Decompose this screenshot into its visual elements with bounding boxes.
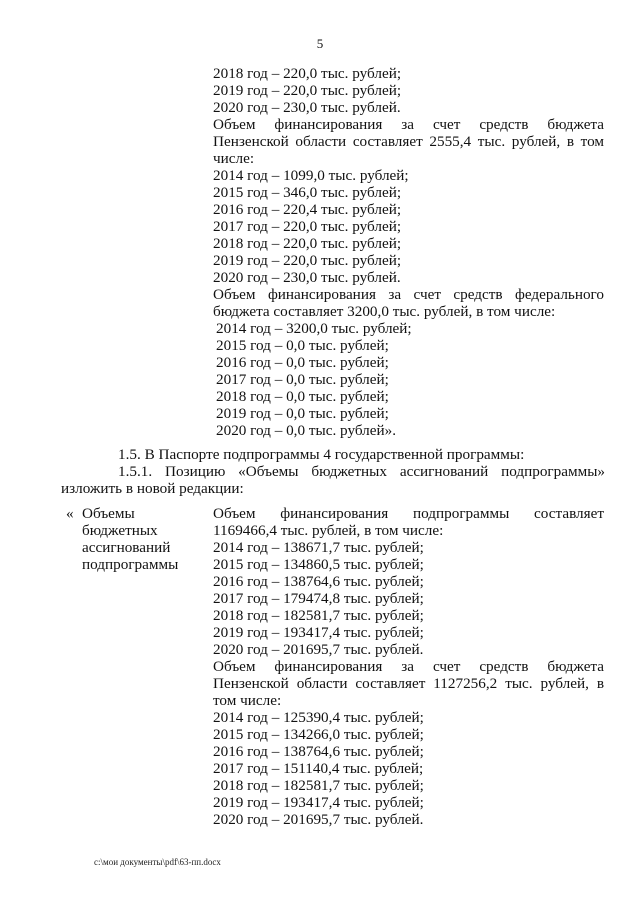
- label-line: бюджетных: [82, 522, 158, 539]
- budget-line: 2019 год – 193417,4 тыс. рублей;: [213, 794, 424, 811]
- page-number: 5: [316, 36, 324, 51]
- budget-line: 2019 год – 0,0 тыс. рублей;: [216, 405, 389, 422]
- label-line: подпрограммы: [82, 556, 179, 573]
- section-1-5: 1.5. В Паспорте подпрограммы 4 государственной программы:: [118, 446, 525, 463]
- budget-line: 2016 год – 138764,6 тыс. рублей;: [213, 743, 424, 760]
- budget-line: 2017 год – 0,0 тыс. рублей;: [216, 371, 389, 388]
- budget-line: 2019 год – 193417,4 тыс. рублей;: [213, 624, 424, 641]
- paragraph-line: бюджета составляет 3200,0 тыс. рублей, в том числе:: [213, 303, 556, 320]
- label-line: ассигнований: [82, 539, 171, 556]
- budget-line: 2018 год – 0,0 тыс. рублей;: [216, 388, 389, 405]
- budget-line: 2015 год – 346,0 тыс. рублей;: [213, 184, 402, 201]
- budget-line: 2017 год – 220,0 тыс. рублей;: [213, 218, 402, 235]
- paragraph-line: Объем финансирования за счет средств бюджета: [213, 658, 604, 675]
- budget-line: 2017 год – 151140,4 тыс. рублей;: [213, 760, 424, 777]
- budget-line: 2018 год – 220,0 тыс. рублей;: [213, 235, 402, 252]
- paragraph-line: Объем финансирования за счет средств бюджета: [213, 116, 604, 133]
- budget-line: 2020 год – 230,0 тыс. рублей.: [213, 99, 401, 116]
- budget-line: 2019 год – 220,0 тыс. рублей;: [213, 82, 402, 99]
- section-1-5-1-line2: изложить в новой редакции:: [61, 480, 244, 497]
- paragraph-line: 1169466,4 тыс. рублей, в том числе:: [213, 522, 444, 539]
- budget-line: 2020 год – 230,0 тыс. рублей.: [213, 269, 401, 286]
- paragraph-line: Объем финансирования подпрограммы составляет: [213, 505, 604, 522]
- budget-line: 2016 год – 138764,6 тыс. рублей;: [213, 573, 424, 590]
- budget-line: 2015 год – 134860,5 тыс. рублей;: [213, 556, 424, 573]
- budget-line: 2014 год – 3200,0 тыс. рублей;: [216, 320, 412, 337]
- budget-line: 2020 год – 201695,7 тыс. рублей.: [213, 811, 424, 828]
- budget-line: 2014 год – 138671,7 тыс. рублей;: [213, 539, 424, 556]
- footer-file-path: c:\мои документы\pdf\63-пп.docx: [94, 857, 221, 867]
- budget-line: 2017 год – 179474,8 тыс. рублей;: [213, 590, 424, 607]
- section-1-5-1-line1: 1.5.1. Позицию «Объемы бюджетных ассигнований подпрограммы»: [118, 463, 605, 480]
- open-quote: «: [66, 505, 74, 522]
- label-line: Объемы: [82, 505, 135, 522]
- budget-line: 2015 год – 0,0 тыс. рублей;: [216, 337, 389, 354]
- budget-line: 2020 год – 201695,7 тыс. рублей.: [213, 641, 424, 658]
- budget-line: 2016 год – 220,4 тыс. рублей;: [213, 201, 402, 218]
- paragraph-line: том числе:: [213, 692, 282, 709]
- budget-line: 2018 год – 182581,7 тыс. рублей;: [213, 777, 424, 794]
- paragraph-line: Пензенской области составляет 2555,4 тыс. рублей, в том: [213, 133, 604, 150]
- budget-line: 2015 год – 134266,0 тыс. рублей;: [213, 726, 424, 743]
- budget-line: 2018 год – 182581,7 тыс. рублей;: [213, 607, 424, 624]
- budget-line: 2014 год – 1099,0 тыс. рублей;: [213, 167, 409, 184]
- budget-line: 2019 год – 220,0 тыс. рублей;: [213, 252, 402, 269]
- budget-line: 2014 год – 125390,4 тыс. рублей;: [213, 709, 424, 726]
- paragraph-line: Объем финансирования за счет средств федерального: [213, 286, 604, 303]
- budget-line: 2016 год – 0,0 тыс. рублей;: [216, 354, 389, 371]
- paragraph-line: Пензенской области составляет 1127256,2 тыс. рублей, в: [213, 675, 604, 692]
- paragraph-line: числе:: [213, 150, 255, 167]
- budget-line: 2020 год – 0,0 тыс. рублей».: [216, 422, 397, 439]
- budget-line: 2018 год – 220,0 тыс. рублей;: [213, 65, 402, 82]
